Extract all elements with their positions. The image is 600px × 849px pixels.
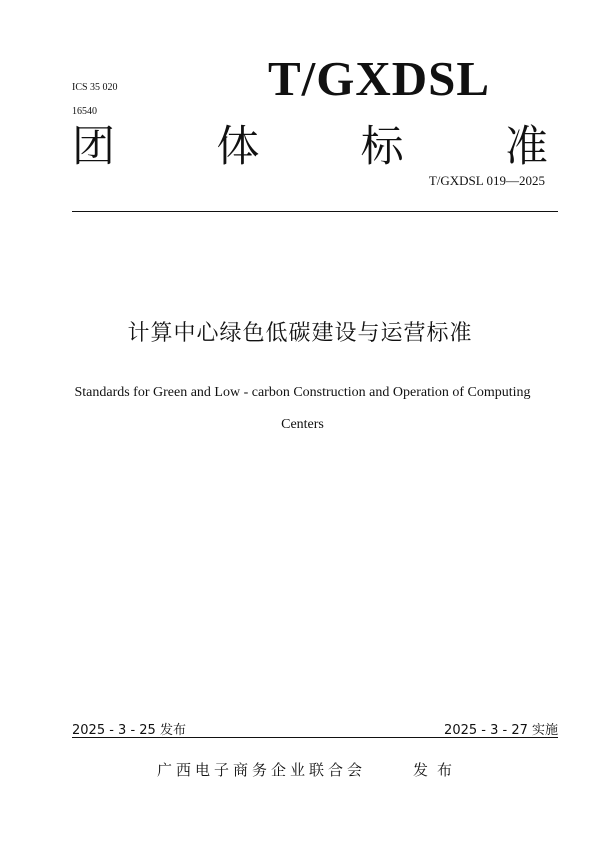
publisher-name: 广西电子商务企业联合会 [157, 761, 367, 779]
header-divider [72, 211, 558, 212]
release-label: 发布 [413, 761, 462, 779]
standard-type-char: 准 [504, 122, 548, 172]
standard-type-char: 标 [360, 122, 404, 172]
issue-date: 2025 - 3 - 25 发布 [72, 723, 186, 738]
title-english-line1: Standards for Green and Low - carbon Construction and Operation of Computing [74, 385, 531, 400]
standard-type-char: 体 [216, 122, 260, 172]
standard-type-char: 团 [72, 122, 115, 172]
title-chinese: 计算中心绿色低碳建设与运营标准 [127, 321, 473, 346]
standard-type-heading [72, 122, 548, 172]
standard-brand: T/GXDSL [268, 51, 491, 106]
standard-number: T/GXDSL 019—2025 [428, 173, 545, 188]
title-english-line2: Centers [281, 417, 324, 432]
ics-code: ICS 35 020 [72, 82, 118, 93]
classification-code: 16540 [72, 106, 97, 117]
footer-divider [72, 737, 558, 738]
effective-date: 2025 - 3 - 27 实施 [444, 723, 558, 738]
